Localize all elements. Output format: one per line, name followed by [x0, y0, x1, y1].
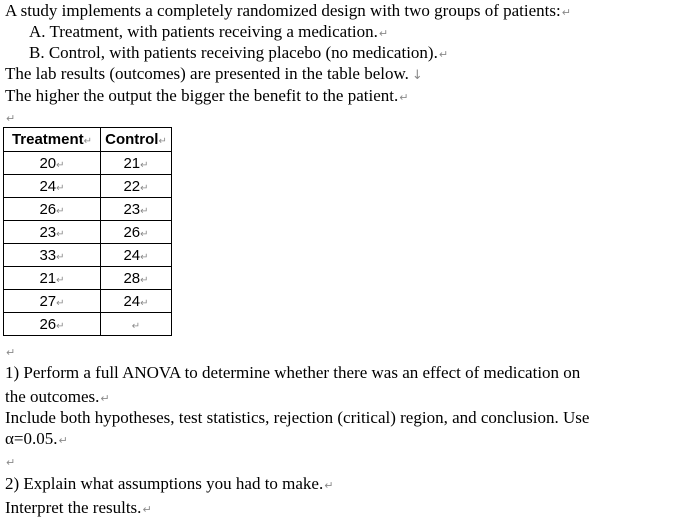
question-1-line-4	[5, 428, 68, 452]
paragraph-mark-icon: ↵	[6, 346, 16, 359]
question-1-line-3-text: Include both hypotheses, test statistics, rejection (critical) region, and conclusion. Use	[5, 408, 590, 427]
table-row	[4, 244, 172, 267]
cell-mark-icon: ↵	[56, 274, 65, 286]
cell-mark-icon: ↵	[140, 159, 149, 171]
paragraph-mark-icon: ↵	[142, 503, 152, 516]
control-cell	[101, 198, 172, 221]
cell-value: 26	[123, 223, 141, 241]
paragraph-mark-icon: ↵	[438, 48, 449, 61]
paragraph-mark-icon: ↵	[58, 434, 68, 447]
control-cell	[101, 221, 172, 244]
paragraph-mark-icon: ↵	[561, 6, 571, 19]
treatment-cell	[4, 267, 101, 290]
cell-mark-icon: ↵	[56, 228, 65, 240]
cell-mark-icon: ↵	[158, 136, 167, 147]
control-cell	[101, 290, 172, 313]
cell-mark-icon: ↵	[140, 251, 149, 263]
table-row	[4, 198, 172, 221]
paragraph-mark-icon: ↵	[324, 479, 334, 492]
cell-value: 20	[39, 154, 57, 172]
control-cell	[101, 267, 172, 290]
treatment-cell	[4, 290, 101, 313]
cell-mark-icon: ↵	[56, 320, 65, 332]
cell-value: 26	[39, 315, 57, 333]
cell-mark-icon: ↵	[140, 228, 149, 240]
question-1-line-3	[5, 407, 589, 429]
cell-mark-icon: ↵	[56, 297, 65, 309]
intro-line-4	[5, 63, 423, 87]
table-row	[4, 290, 172, 313]
cell-value: 22	[123, 177, 141, 195]
cell-value: 23	[123, 200, 141, 218]
cell-mark-icon: ↵	[140, 182, 149, 194]
control-cell	[101, 175, 172, 198]
cell-mark-icon: ↵	[56, 205, 65, 217]
question-1-line-1	[5, 362, 580, 384]
cell-value: 33	[39, 246, 57, 264]
intro-line-5	[5, 85, 408, 109]
question-1-line-2-text: the outcomes.	[5, 387, 100, 406]
cell-value: 23	[39, 223, 57, 241]
line-break-icon: ↓	[411, 68, 423, 83]
cell-value: 24	[39, 177, 57, 195]
cell-mark-icon: ↵	[140, 274, 149, 286]
paragraph-mark-icon: ↵	[100, 392, 110, 405]
cell-mark-icon: ↵	[140, 297, 149, 309]
intro-line-1-text: A study implements a completely randomized design with two groups of patients:	[5, 1, 561, 20]
outcomes-table	[3, 127, 172, 336]
table-row	[4, 221, 172, 244]
question-2-line-2	[5, 497, 152, 521]
treatment-cell	[4, 198, 101, 221]
question-2-line-2-text: Interpret the results.	[5, 498, 142, 517]
intro-line-4-text: The lab results (outcomes) are presented in the table below.	[5, 64, 409, 83]
cell-value: 21	[39, 269, 57, 287]
control-cell	[101, 313, 172, 336]
cell-mark-icon: ↵	[56, 182, 65, 194]
intro-line-5-text: The higher the output the bigger the benefit to the patient.	[5, 86, 399, 105]
table-row	[4, 175, 172, 198]
cell-value: 27	[39, 292, 57, 310]
treatment-cell	[4, 313, 101, 336]
table-row	[4, 313, 172, 336]
table-header-row	[4, 128, 172, 152]
question-1-line-1-text: 1) Perform a full ANOVA to determine whether there was an effect of medication on	[5, 363, 581, 382]
cell-mark-icon: ↵	[131, 320, 141, 332]
header-treatment	[4, 128, 101, 152]
cell-value: 21	[123, 154, 141, 172]
cell-value: 28	[123, 269, 141, 287]
cell-mark-icon: ↵	[140, 205, 149, 217]
cell-mark-icon: ↵	[83, 136, 93, 147]
header-treatment-label: Treatment	[11, 131, 84, 148]
empty-paragraph	[5, 340, 15, 364]
paragraph-mark-icon: ↵	[399, 91, 409, 104]
question-2-line-1	[5, 473, 333, 497]
header-control-label: Control	[105, 131, 159, 148]
control-cell	[101, 152, 172, 175]
item-b-text: B. Control, with patients receiving placebo (no medication).	[29, 43, 438, 62]
cell-mark-icon: ↵	[56, 251, 65, 263]
cell-mark-icon: ↵	[56, 159, 65, 171]
table-row	[4, 267, 172, 290]
item-a-text: A. Treatment, with patients receiving a medication.	[29, 22, 378, 41]
treatment-cell	[4, 152, 101, 175]
treatment-cell	[4, 175, 101, 198]
paragraph-mark-icon: ↵	[6, 112, 16, 125]
header-control	[101, 128, 172, 152]
control-cell	[101, 244, 172, 267]
question-2-line-1-text: 2) Explain what assumptions you had to make.	[5, 474, 324, 493]
treatment-cell	[4, 221, 101, 244]
table-row	[4, 152, 172, 175]
empty-paragraph	[5, 450, 15, 474]
paragraph-mark-icon: ↵	[6, 456, 16, 469]
cell-value: 24	[123, 246, 141, 264]
paragraph-mark-icon: ↵	[378, 27, 389, 40]
treatment-cell	[4, 244, 101, 267]
cell-value: 24	[123, 292, 141, 310]
cell-value: 26	[39, 200, 57, 218]
question-1-line-4-text: α=0.05.	[5, 429, 58, 448]
